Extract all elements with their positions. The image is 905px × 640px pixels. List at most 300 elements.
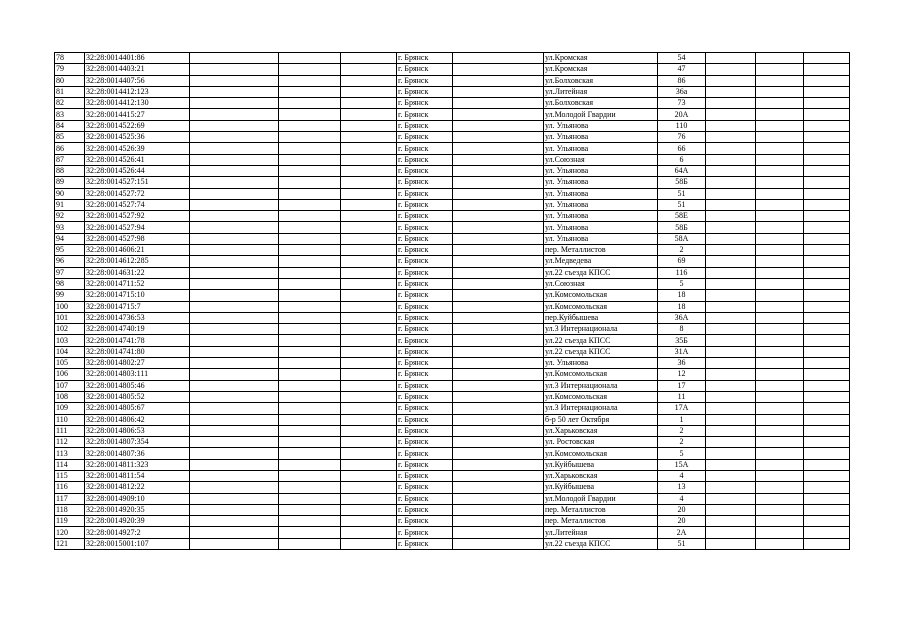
empty-cell <box>279 278 341 289</box>
empty-cell <box>279 391 341 402</box>
street-cell: ул.3 Интернационала <box>544 380 658 391</box>
empty-cell <box>453 335 544 346</box>
empty-cell <box>453 188 544 199</box>
empty-cell <box>804 425 850 436</box>
house-number-cell: 51 <box>658 199 706 210</box>
table-row <box>55 516 850 527</box>
empty-cell <box>804 414 850 425</box>
table-row <box>55 278 850 289</box>
empty-cell <box>279 380 341 391</box>
empty-cell <box>453 527 544 538</box>
house-number-cell: 36а <box>658 86 706 97</box>
empty-cell <box>279 143 341 154</box>
empty-cell <box>279 290 341 301</box>
row-number-cell: 110 <box>55 414 85 425</box>
table-row <box>55 143 850 154</box>
empty-cell <box>756 245 804 256</box>
row-number-cell: 90 <box>55 188 85 199</box>
document-sheet <box>54 52 849 550</box>
empty-cell <box>804 64 850 75</box>
table-row <box>55 527 850 538</box>
house-number-cell: 116 <box>658 267 706 278</box>
house-number-cell: 4 <box>658 470 706 481</box>
house-number-cell: 58Е <box>658 211 706 222</box>
table-row <box>55 437 850 448</box>
empty-cell <box>706 278 756 289</box>
empty-cell <box>706 346 756 357</box>
empty-cell <box>706 245 756 256</box>
empty-cell <box>190 335 279 346</box>
cadastral-number-cell: 32:28:0014526:44 <box>85 165 190 176</box>
empty-cell <box>190 538 279 549</box>
empty-cell <box>279 75 341 86</box>
city-cell: г. Брянск <box>397 245 453 256</box>
street-cell: ул.Кромская <box>544 53 658 64</box>
empty-cell <box>756 324 804 335</box>
row-number-cell: 84 <box>55 120 85 131</box>
house-number-cell: 6 <box>658 154 706 165</box>
empty-cell <box>341 516 397 527</box>
empty-cell <box>190 256 279 267</box>
empty-cell <box>341 278 397 289</box>
empty-cell <box>706 538 756 549</box>
empty-cell <box>804 132 850 143</box>
street-cell: ул. Ульянова <box>544 358 658 369</box>
empty-cell <box>453 425 544 436</box>
empty-cell <box>279 301 341 312</box>
street-cell: пер. Металлистов <box>544 504 658 515</box>
empty-cell <box>804 369 850 380</box>
row-number-cell: 103 <box>55 335 85 346</box>
empty-cell <box>190 154 279 165</box>
cadastral-number-cell: 32:28:0014741:78 <box>85 335 190 346</box>
cadastral-number-cell: 32:28:0014403:21 <box>85 64 190 75</box>
table-row <box>55 346 850 357</box>
cadastral-number-cell: 32:28:0014920:35 <box>85 504 190 515</box>
empty-cell <box>756 470 804 481</box>
empty-cell <box>190 448 279 459</box>
city-cell: г. Брянск <box>397 177 453 188</box>
empty-cell <box>756 188 804 199</box>
city-cell: г. Брянск <box>397 86 453 97</box>
empty-cell <box>190 199 279 210</box>
street-cell: ул.22 съезда КПСС <box>544 538 658 549</box>
house-number-cell: 76 <box>658 132 706 143</box>
empty-cell <box>279 504 341 515</box>
empty-cell <box>341 312 397 323</box>
empty-cell <box>453 86 544 97</box>
table-row <box>55 380 850 391</box>
empty-cell <box>756 527 804 538</box>
house-number-cell: 58Б <box>658 222 706 233</box>
empty-cell <box>279 482 341 493</box>
empty-cell <box>341 482 397 493</box>
empty-cell <box>804 154 850 165</box>
table-row <box>55 493 850 504</box>
empty-cell <box>706 470 756 481</box>
empty-cell <box>190 233 279 244</box>
cadastral-number-cell: 32:28:0014525:36 <box>85 132 190 143</box>
empty-cell <box>453 414 544 425</box>
house-number-cell: 15А <box>658 459 706 470</box>
table-row <box>55 120 850 131</box>
empty-cell <box>453 98 544 109</box>
empty-cell <box>453 516 544 527</box>
empty-cell <box>453 233 544 244</box>
street-cell: ул.Литейная <box>544 527 658 538</box>
empty-cell <box>756 482 804 493</box>
empty-cell <box>279 199 341 210</box>
empty-cell <box>453 267 544 278</box>
city-cell: г. Брянск <box>397 324 453 335</box>
empty-cell <box>279 188 341 199</box>
row-number-cell: 81 <box>55 86 85 97</box>
empty-cell <box>190 177 279 188</box>
empty-cell <box>341 222 397 233</box>
empty-cell <box>804 86 850 97</box>
city-cell: г. Брянск <box>397 312 453 323</box>
empty-cell <box>279 470 341 481</box>
empty-cell <box>804 245 850 256</box>
empty-cell <box>341 346 397 357</box>
empty-cell <box>706 188 756 199</box>
empty-cell <box>756 143 804 154</box>
row-number-cell: 98 <box>55 278 85 289</box>
cadastral-number-cell: 32:28:0014741:80 <box>85 346 190 357</box>
house-number-cell: 20А <box>658 109 706 120</box>
row-number-cell: 112 <box>55 437 85 448</box>
city-cell: г. Брянск <box>397 403 453 414</box>
table-row <box>55 98 850 109</box>
empty-cell <box>453 222 544 233</box>
empty-cell <box>756 538 804 549</box>
empty-cell <box>706 143 756 154</box>
row-number-cell: 116 <box>55 482 85 493</box>
empty-cell <box>706 98 756 109</box>
empty-cell <box>706 380 756 391</box>
empty-cell <box>453 380 544 391</box>
empty-cell <box>756 132 804 143</box>
street-cell: ул. Ульянова <box>544 211 658 222</box>
cadastral-number-cell: 32:28:0014415:27 <box>85 109 190 120</box>
city-cell: г. Брянск <box>397 143 453 154</box>
empty-cell <box>190 109 279 120</box>
cadastral-number-cell: 32:28:0014812:22 <box>85 482 190 493</box>
empty-cell <box>190 245 279 256</box>
empty-cell <box>279 346 341 357</box>
empty-cell <box>706 358 756 369</box>
empty-cell <box>453 324 544 335</box>
street-cell: ул.Кромская <box>544 64 658 75</box>
empty-cell <box>190 346 279 357</box>
city-cell: г. Брянск <box>397 64 453 75</box>
city-cell: г. Брянск <box>397 346 453 357</box>
empty-cell <box>279 267 341 278</box>
street-cell: ул.Комсомольская <box>544 391 658 402</box>
empty-cell <box>279 165 341 176</box>
empty-cell <box>341 245 397 256</box>
empty-cell <box>341 98 397 109</box>
city-cell: г. Брянск <box>397 380 453 391</box>
empty-cell <box>706 267 756 278</box>
empty-cell <box>804 335 850 346</box>
table-row <box>55 256 850 267</box>
table-row <box>55 245 850 256</box>
street-cell: ул. Ульянова <box>544 120 658 131</box>
street-cell: б-р 50 лет Октября <box>544 414 658 425</box>
cadastral-number-cell: 32:28:0014401:86 <box>85 53 190 64</box>
empty-cell <box>453 358 544 369</box>
empty-cell <box>453 211 544 222</box>
row-number-cell: 99 <box>55 290 85 301</box>
house-number-cell: 1 <box>658 414 706 425</box>
empty-cell <box>190 64 279 75</box>
table-row <box>55 165 850 176</box>
empty-cell <box>804 437 850 448</box>
empty-cell <box>756 75 804 86</box>
empty-cell <box>279 437 341 448</box>
empty-cell <box>756 312 804 323</box>
house-number-cell: 58Б <box>658 177 706 188</box>
empty-cell <box>706 301 756 312</box>
empty-cell <box>756 211 804 222</box>
empty-cell <box>190 459 279 470</box>
empty-cell <box>804 516 850 527</box>
empty-cell <box>804 312 850 323</box>
empty-cell <box>341 256 397 267</box>
empty-cell <box>804 233 850 244</box>
empty-cell <box>341 267 397 278</box>
cadastral-number-cell: 32:28:0014606:21 <box>85 245 190 256</box>
row-number-cell: 93 <box>55 222 85 233</box>
city-cell: г. Брянск <box>397 267 453 278</box>
table-row <box>55 267 850 278</box>
empty-cell <box>190 211 279 222</box>
empty-cell <box>804 324 850 335</box>
street-cell: ул.Молодой Гвардии <box>544 109 658 120</box>
empty-cell <box>756 109 804 120</box>
row-number-cell: 108 <box>55 391 85 402</box>
row-number-cell: 100 <box>55 301 85 312</box>
empty-cell <box>706 527 756 538</box>
table-row <box>55 358 850 369</box>
empty-cell <box>706 482 756 493</box>
empty-cell <box>804 493 850 504</box>
empty-cell <box>706 199 756 210</box>
house-number-cell: 31А <box>658 346 706 357</box>
empty-cell <box>190 278 279 289</box>
city-cell: г. Брянск <box>397 154 453 165</box>
empty-cell <box>756 86 804 97</box>
empty-cell <box>190 527 279 538</box>
empty-cell <box>279 459 341 470</box>
empty-cell <box>279 222 341 233</box>
empty-cell <box>453 448 544 459</box>
empty-cell <box>756 256 804 267</box>
empty-cell <box>804 98 850 109</box>
street-cell: ул. Ульянова <box>544 177 658 188</box>
table-row <box>55 177 850 188</box>
empty-cell <box>341 53 397 64</box>
empty-cell <box>804 222 850 233</box>
house-number-cell: 86 <box>658 75 706 86</box>
empty-cell <box>756 459 804 470</box>
empty-cell <box>279 403 341 414</box>
row-number-cell: 111 <box>55 425 85 436</box>
empty-cell <box>804 358 850 369</box>
empty-cell <box>453 109 544 120</box>
empty-cell <box>190 98 279 109</box>
empty-cell <box>190 470 279 481</box>
city-cell: г. Брянск <box>397 391 453 402</box>
empty-cell <box>453 165 544 176</box>
table-row <box>55 403 850 414</box>
city-cell: г. Брянск <box>397 358 453 369</box>
row-number-cell: 87 <box>55 154 85 165</box>
table-row <box>55 335 850 346</box>
address-register-table <box>54 52 850 550</box>
empty-cell <box>706 165 756 176</box>
street-cell: ул.Комсомольская <box>544 369 658 380</box>
city-cell: г. Брянск <box>397 470 453 481</box>
city-cell: г. Брянск <box>397 301 453 312</box>
empty-cell <box>706 516 756 527</box>
empty-cell <box>279 233 341 244</box>
empty-cell <box>706 504 756 515</box>
empty-cell <box>279 425 341 436</box>
empty-cell <box>453 312 544 323</box>
row-number-cell: 115 <box>55 470 85 481</box>
empty-cell <box>190 267 279 278</box>
cadastral-number-cell: 32:28:0014807:36 <box>85 448 190 459</box>
empty-cell <box>279 493 341 504</box>
row-number-cell: 86 <box>55 143 85 154</box>
empty-cell <box>706 53 756 64</box>
empty-cell <box>804 538 850 549</box>
city-cell: г. Брянск <box>397 425 453 436</box>
empty-cell <box>341 154 397 165</box>
cadastral-number-cell: 32:28:0014920:39 <box>85 516 190 527</box>
empty-cell <box>341 64 397 75</box>
empty-cell <box>279 324 341 335</box>
city-cell: г. Брянск <box>397 233 453 244</box>
city-cell: г. Брянск <box>397 504 453 515</box>
street-cell: ул.3 Интернационала <box>544 324 658 335</box>
empty-cell <box>804 448 850 459</box>
empty-cell <box>453 256 544 267</box>
row-number-cell: 82 <box>55 98 85 109</box>
empty-cell <box>756 516 804 527</box>
empty-cell <box>190 165 279 176</box>
row-number-cell: 91 <box>55 199 85 210</box>
house-number-cell: 20 <box>658 504 706 515</box>
row-number-cell: 97 <box>55 267 85 278</box>
table-row <box>55 459 850 470</box>
empty-cell <box>756 358 804 369</box>
house-number-cell: 2 <box>658 437 706 448</box>
street-cell: пер.Куйбышева <box>544 312 658 323</box>
house-number-cell: 64А <box>658 165 706 176</box>
street-cell: ул. Ульянова <box>544 199 658 210</box>
cadastral-number-cell: 32:28:0014527:72 <box>85 188 190 199</box>
row-number-cell: 113 <box>55 448 85 459</box>
cadastral-number-cell: 32:28:0014803:111 <box>85 369 190 380</box>
empty-cell <box>279 256 341 267</box>
row-number-cell: 118 <box>55 504 85 515</box>
street-cell: ул.Комсомольская <box>544 301 658 312</box>
empty-cell <box>341 448 397 459</box>
empty-cell <box>341 527 397 538</box>
row-number-cell: 104 <box>55 346 85 357</box>
empty-cell <box>804 143 850 154</box>
empty-cell <box>756 177 804 188</box>
row-number-cell: 80 <box>55 75 85 86</box>
cadastral-number-cell: 32:28:0014526:41 <box>85 154 190 165</box>
empty-cell <box>756 278 804 289</box>
row-number-cell: 121 <box>55 538 85 549</box>
empty-cell <box>453 132 544 143</box>
house-number-cell: 58А <box>658 233 706 244</box>
empty-cell <box>453 64 544 75</box>
empty-cell <box>706 132 756 143</box>
empty-cell <box>341 538 397 549</box>
empty-cell <box>706 64 756 75</box>
city-cell: г. Брянск <box>397 98 453 109</box>
empty-cell <box>279 211 341 222</box>
city-cell: г. Брянск <box>397 165 453 176</box>
empty-cell <box>341 143 397 154</box>
empty-cell <box>706 290 756 301</box>
house-number-cell: 5 <box>658 278 706 289</box>
cadastral-number-cell: 32:28:0014807:354 <box>85 437 190 448</box>
city-cell: г. Брянск <box>397 188 453 199</box>
house-number-cell: 35Б <box>658 335 706 346</box>
street-cell: ул.Харьковская <box>544 470 658 481</box>
empty-cell <box>279 154 341 165</box>
empty-cell <box>279 358 341 369</box>
empty-cell <box>804 290 850 301</box>
empty-cell <box>341 380 397 391</box>
empty-cell <box>804 256 850 267</box>
row-number-cell: 101 <box>55 312 85 323</box>
house-number-cell: 12 <box>658 369 706 380</box>
empty-cell <box>756 199 804 210</box>
empty-cell <box>804 120 850 131</box>
empty-cell <box>804 391 850 402</box>
street-cell: ул.Союзная <box>544 154 658 165</box>
empty-cell <box>804 301 850 312</box>
city-cell: г. Брянск <box>397 53 453 64</box>
cadastral-number-cell: 32:28:0014527:151 <box>85 177 190 188</box>
street-cell: ул. Ульянова <box>544 165 658 176</box>
empty-cell <box>804 380 850 391</box>
city-cell: г. Брянск <box>397 459 453 470</box>
row-number-cell: 119 <box>55 516 85 527</box>
empty-cell <box>804 75 850 86</box>
empty-cell <box>706 459 756 470</box>
empty-cell <box>804 527 850 538</box>
empty-cell <box>453 301 544 312</box>
empty-cell <box>341 391 397 402</box>
empty-cell <box>279 64 341 75</box>
row-number-cell: 83 <box>55 109 85 120</box>
empty-cell <box>453 290 544 301</box>
city-cell: г. Брянск <box>397 414 453 425</box>
empty-cell <box>279 312 341 323</box>
empty-cell <box>453 369 544 380</box>
empty-cell <box>190 516 279 527</box>
empty-cell <box>453 538 544 549</box>
